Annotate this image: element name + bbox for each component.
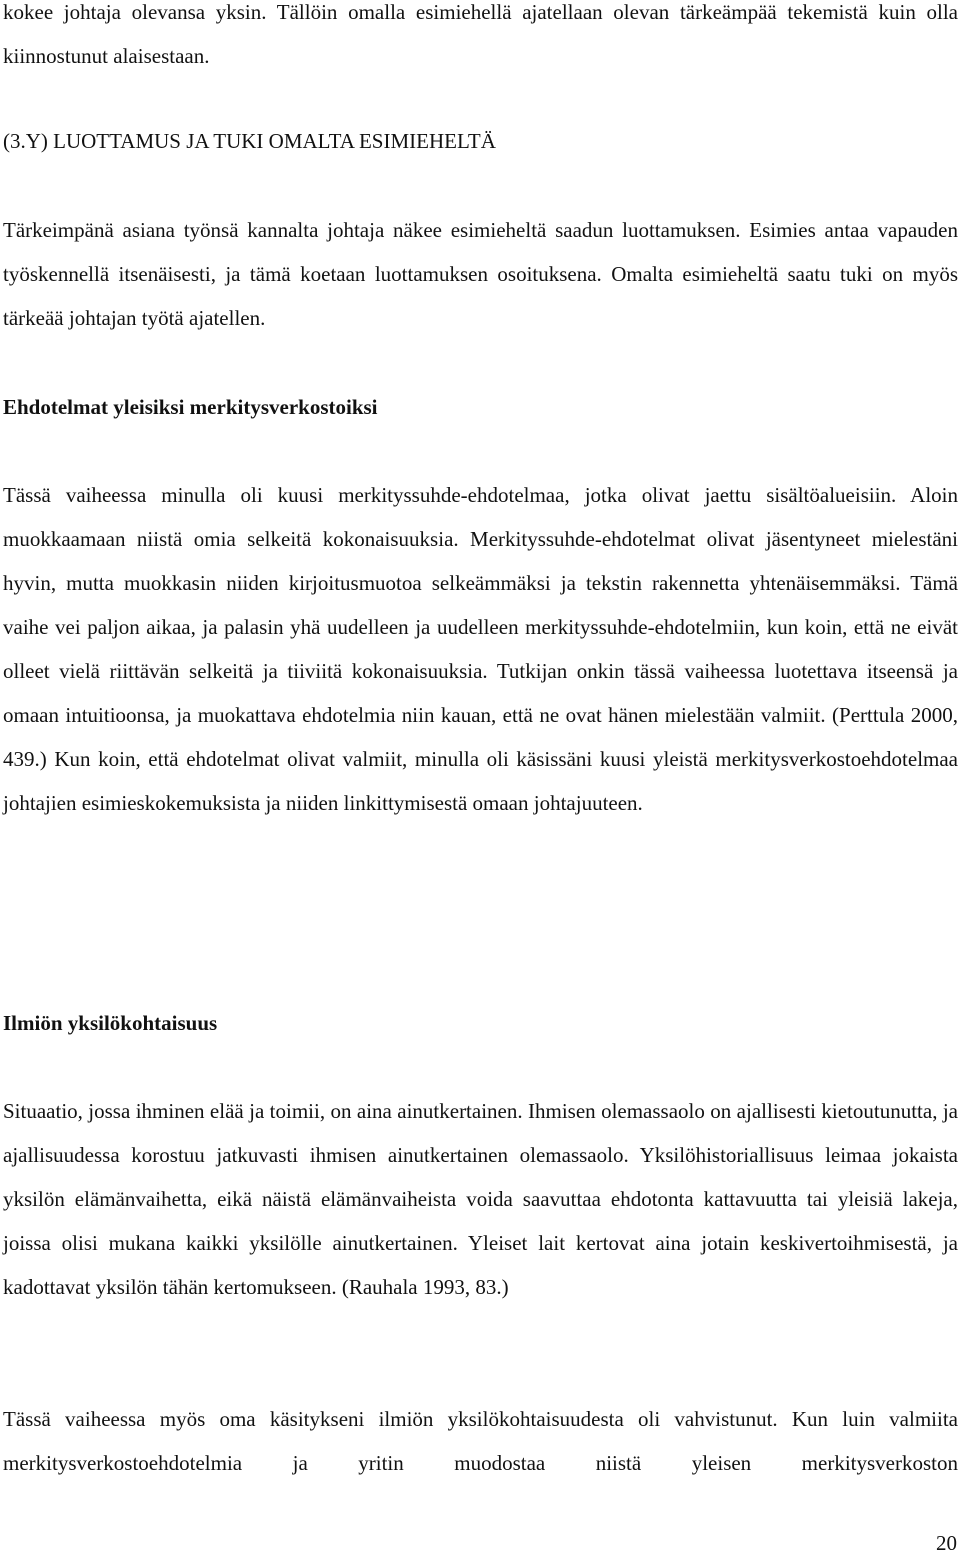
section-heading-individuality: Ilmiön yksilökohtaisuus bbox=[3, 1011, 218, 1035]
paragraph-continuation: kokee johtaja olevansa yksin. Tällöin omalla esimiehellä ajatellaan olevan tärkeämpää tekemistä kuin olla kiinnostunut alaisestaan. bbox=[3, 0, 958, 68]
paragraph-individuality: Situaatio, jossa ihminen elää ja toimii, on aina ainutkertainen. Ihmisen olemassaolo on ajallisesti kietoutunutta, ja ajallisuudessa korostuu jatkuvasti ihmisen ainutkertainen olemassaolo. Yksilöhistoriallisuus leimaa jokaista yksilön elämänvaihetta, eikä näistä elämänvaiheista voida saavuttaa ehdotonta kattavuutta tai yleisiä lakeja, joissa olisi mukana kaikki yksilölle ainutkertainen. Yleiset lait kertovat aina jotain keskivertoihmisestä, ja kadottavat yksilön tähän kertomukseen. (Rauhala 1993, 83.) bbox=[3, 1099, 958, 1299]
section-heading-3y: (3.Y) LUOTTAMUS JA TUKI OMALTA ESIMIEHELTÄ bbox=[3, 129, 496, 153]
section-heading-proposals: Ehdotelmat yleisiksi merkitysverkostoiksi bbox=[3, 395, 378, 419]
page-number: 20 bbox=[936, 1531, 957, 1555]
paragraph-proposals: Tässä vaiheessa minulla oli kuusi merkityssuhde-ehdotelmaa, jotka olivat jaettu sisältöalueisiin. Aloin muokkaamaan niistä omia selkeitä kokonaisuuksia. Merkityssuhde-ehdotelmat olivat jäsentyneet mielestäni hyvin, mutta muokkasin niiden kirjoitusmuotoa selkeämmäksi ja tekstin rakennetta yhtenäisemmäksi. Tämä vaihe vei paljon aikaa, ja palasin yhä uudelleen ja uudelleen merkityssuhde-ehdotelmiin, kun koin, että ne eivät olleet vielä riittävän selkeitä ja tiiviitä kokonaisuuksia. Tutkijan onkin tässä vaiheessa luotettava itseensä ja omaan intuitioonsa, ja muokattava ehdotelmia niin kauan, että ne ovat hänen mielestään valmiit. (Perttula 2000, 439.) Kun koin, että ehdotelmat olivat valmiit, minulla oli käsissäni kuusi yleistä merkitysverkostoehdotelmaa johtajien esimieskokemuksista ja niiden linkittymisestä omaan johtajuuteen. bbox=[3, 483, 958, 815]
paragraph-trust-support: Tärkeimpänä asiana työnsä kannalta johtaja näkee esimieheltä saadun luottamuksen. Esimies antaa vapauden työskennellä itsenäisesti, ja tämä koetaan luottamuksen osoituksena. Omalta esimieheltä saatu tuki on myös tärkeää johtajan työtä ajatellen. bbox=[3, 218, 958, 330]
paragraph-own-understanding: Tässä vaiheessa myös oma käsitykseni ilmiön yksilökohtaisuudesta oli vahvistunut. Kun luin valmiita merkitysverkostoehdotelmia ja yritin muodostaa niistä yleisen merkitysverkoston bbox=[3, 1407, 958, 1475]
